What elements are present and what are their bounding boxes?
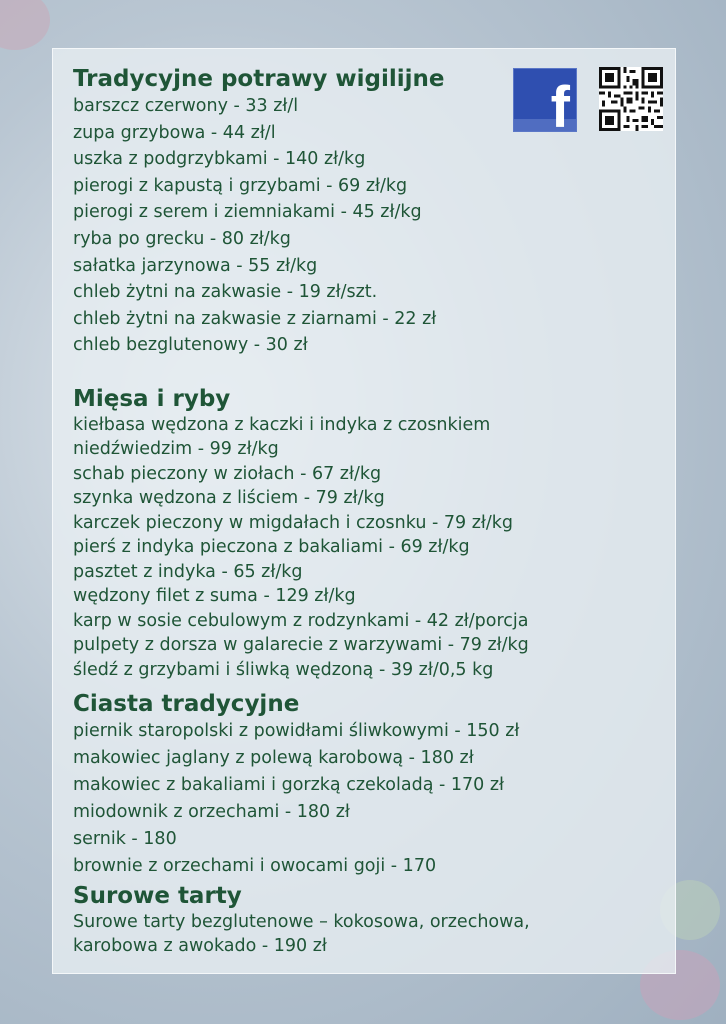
section-traditional-cakes [73, 690, 663, 880]
list-item: szynka wędzona z liściem - 79 zł/kg [73, 488, 385, 509]
list-item: sałatka jarzynowa - 55 zł/kg [73, 255, 318, 276]
list-item: schab pieczony w ziołach - 67 zł/kg [73, 463, 382, 484]
list-item: kiełbasa wędzona z kaczki i indyka z czosnkiem [73, 414, 491, 435]
section-traditional-dishes [73, 65, 663, 359]
section-title: Mięsa i ryby [73, 385, 231, 412]
list-item: chleb bezglutenowy - 30 zł [73, 335, 308, 356]
list-item: wędzony filet z suma - 129 zł/kg [73, 586, 356, 607]
facebook-logo-letter: f [550, 75, 570, 140]
list-item: karobowa z awokado - 190 zł [73, 936, 327, 957]
list-item: barszcz czerwony - 33 zł/l [73, 96, 299, 116]
item-list [73, 910, 663, 958]
menu-panel [52, 48, 676, 974]
list-item: karp w sosie cebulowym z rodzynkami - 42 zł/porcja [73, 610, 529, 631]
list-item: brownie z orzechami i owocami goji - 170 [73, 856, 437, 877]
list-item: makowiec jaglany z polewą karobową - 180 zł [73, 748, 474, 769]
list-item: pulpety z dorsza w galarecie z warzywami - 79 zł/kg [73, 635, 529, 656]
section-title: Surowe tarty [73, 883, 242, 910]
menu-content [73, 65, 663, 958]
item-list [73, 93, 663, 359]
list-item: miodownik z orzechami - 180 zł [73, 802, 350, 823]
list-item: makowiec z bakaliami i gorzką czekoladą - 170 zł [73, 775, 504, 796]
item-list [73, 718, 663, 880]
list-item: ryba po grecku - 80 zł/kg [73, 228, 291, 249]
section-title: Tradycyjne potrawy wigilijne [73, 66, 445, 92]
section-title: Ciasta tradycyjne [73, 691, 300, 718]
list-item: pierś z indyka pieczona z bakaliami - 69 zł/kg [73, 537, 470, 558]
item-list [73, 413, 663, 683]
section-meat-and-fish [73, 385, 663, 683]
list-item: zupa grzybowa - 44 zł/l [73, 122, 276, 143]
list-item: uszka z podgrzybkami - 140 zł/kg [73, 149, 366, 170]
list-item: karczek pieczony w migdałach i czosnku - 79 zł/kg [73, 512, 513, 533]
list-item: pierogi z kapustą i grzybami - 69 zł/kg [73, 175, 408, 196]
list-item: pierogi z serem i ziemniakami - 45 zł/kg [73, 202, 422, 223]
list-item: niedźwiedzim - 99 zł/kg [73, 439, 279, 460]
list-item: sernik - 180 [73, 829, 177, 850]
list-item: śledź z grzybami i śliwką wędzoną - 39 zł/0,5 kg [73, 659, 494, 680]
list-item: pasztet z indyka - 65 zł/kg [73, 561, 303, 582]
list-item: Surowe tarty bezglutenowe – kokosowa, orzechowa, [73, 912, 530, 933]
list-item: chleb żytni na zakwasie - 19 zł/szt. [73, 282, 378, 303]
background-decoration [0, 0, 50, 50]
list-item: chleb żytni na zakwasie z ziarnami - 22 zł [73, 308, 437, 329]
list-item: piernik staropolski z powidłami śliwkowymi - 150 zł [73, 721, 520, 742]
section-raw-tarts [73, 882, 663, 958]
